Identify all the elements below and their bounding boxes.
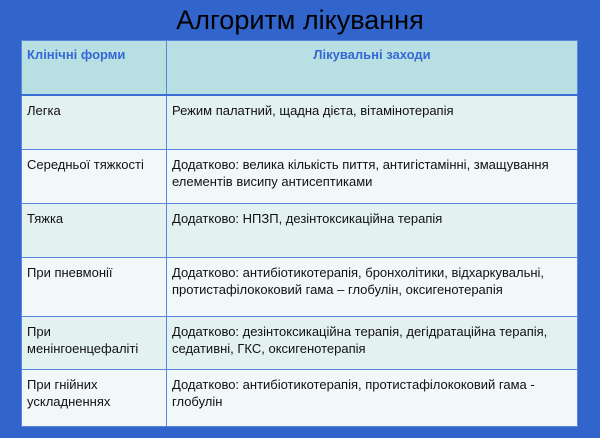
table-header-row (22, 41, 578, 95)
treatment-cell: Додатково: антибіотикотерапія, бронхолітики, відхаркувальні, протистафілококовий гама – глобулін, оксигенотерапія (167, 258, 578, 317)
table-row (22, 317, 578, 370)
form-cell: Тяжка (22, 204, 167, 258)
form-cell: При гнійних ускладненнях (22, 370, 167, 427)
form-cell: При пневмонії (22, 258, 167, 317)
table-row (22, 204, 578, 258)
treatment-cell: Додатково: дезінтоксикаційна терапія, дегідратаційна терапія, седативні, ГКС, оксигенотерапія (167, 317, 578, 370)
table-row (22, 95, 578, 150)
slide-title: Алгоритм лікування (176, 5, 424, 35)
table-row (22, 258, 578, 317)
treatment-cell: Додатково: велика кількість пиття, антигістамінні, змащування елементів висипу антисептиками (167, 150, 578, 204)
treatment-cell: Додатково: антибіотикотерапія, протистафілококовий гама - глобулін (167, 370, 578, 427)
header-treatment-measures: Лікувальні заходи (167, 41, 578, 95)
table-row (22, 150, 578, 204)
treatment-cell: Додатково: НПЗП, дезінтоксикаційна терапія (167, 204, 578, 258)
treatment-cell: Режим палатний, щадна дієта, вітамінотерапія (167, 95, 578, 150)
form-cell: При менінгоенцефаліті (22, 317, 167, 370)
form-cell: Легка (22, 95, 167, 150)
form-cell: Середньої тяжкості (22, 150, 167, 204)
table-row (22, 370, 578, 427)
treatment-table (21, 40, 578, 427)
header-clinical-forms: Клінічні форми (22, 41, 167, 95)
